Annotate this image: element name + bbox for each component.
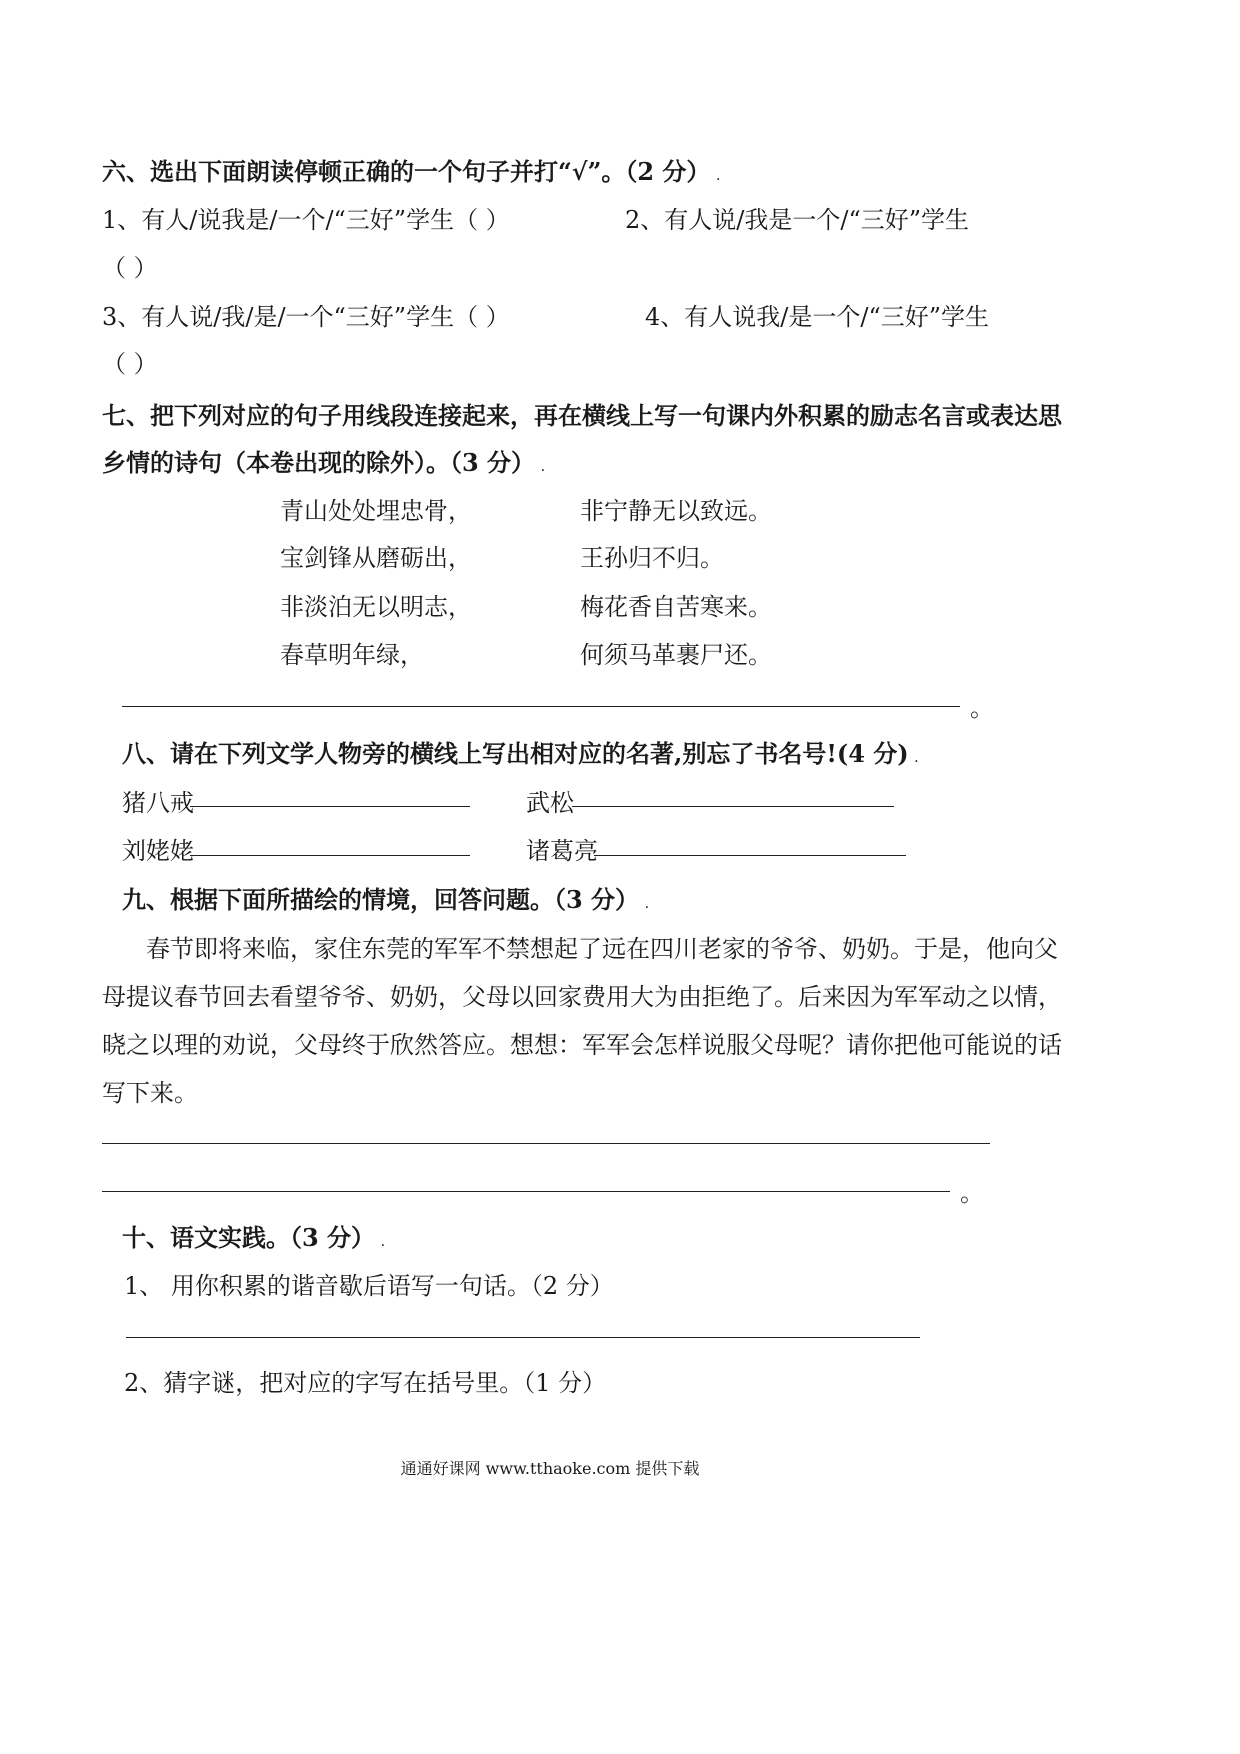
q9-answer-line-2[interactable]	[102, 1191, 950, 1192]
q9-answer-line-1[interactable]	[102, 1143, 990, 1144]
q10-item-2: 2、猜字谜，把对应的字写在括号里。（1 分）	[124, 1369, 607, 1397]
question-9-title: 九、根据下面所描绘的情境，回答问题。（3 分） .	[122, 885, 649, 914]
name-zhugeliang: 诸葛亮	[526, 837, 598, 865]
page-footer: 通通好课网 www.tthaoke.com 提供下载	[400, 1459, 700, 1478]
name-zhubajie: 猪八戒	[122, 789, 194, 817]
question-8-title: 八、请在下列文学人物旁的横线上写出相对应的名著,别忘了书名号!(4 分) .	[122, 739, 919, 768]
name-wusong: 武松	[526, 789, 574, 817]
book-answer-line-4[interactable]	[594, 855, 906, 856]
question-7-title-line1: 七、把下列对应的句子用线段连接起来，再在横线上写一句课内外积累的励志名言或表达思	[102, 401, 1062, 430]
poem-left-3: 非淡泊无以明志，	[280, 593, 472, 621]
question-7-title-line2: 乡情的诗句（本卷出现的除外）。（3 分） .	[102, 448, 545, 477]
poem-right-1: 非宁静无以致远。	[580, 497, 772, 525]
q9-paragraph-line4: 写下来。	[102, 1079, 198, 1107]
book-answer-line-1[interactable]	[190, 806, 470, 807]
q6-option-1: 1、有人/说我是/一个/“三好”学生（ ）	[102, 206, 510, 234]
name-liulaolao: 刘姥姥	[122, 837, 194, 865]
q9-paragraph-line1: 春节即将来临，家住东莞的军军不禁想起了远在四川老家的爷爷、奶奶。于是，他向父	[146, 935, 1058, 963]
question-6-title: 六、选出下面朗读停顿正确的一个句子并打“√”。（2 分） .	[102, 157, 720, 186]
q6-option-2-bracket: （ ）	[102, 254, 158, 282]
q9-paragraph-line2: 母提议春节回去看望爷爷、奶奶，父母以回家费用大为由拒绝了。后来因为军军动之以情，	[102, 983, 1062, 1011]
poem-left-2: 宝剑锋从磨砺出，	[280, 544, 472, 572]
poem-right-3: 梅花香自苦寒来。	[580, 593, 772, 621]
q6-option-2: 2、有人说/我是一个/“三好”学生	[625, 206, 969, 234]
q9-end-mark: 。	[960, 1179, 984, 1207]
poem-left-1: 青山处处埋忠骨，	[280, 497, 472, 525]
book-answer-line-2[interactable]	[572, 806, 894, 807]
q10-item-1: 1、 用你积累的谐音歇后语写一句话。（2 分）	[124, 1272, 614, 1300]
q10-answer-line[interactable]	[126, 1337, 920, 1338]
poem-right-2: 王孙归不归。	[580, 544, 724, 572]
q6-option-3: 3、有人说/我/是/一个“三好”学生（ ）	[102, 303, 510, 331]
q7-answer-line[interactable]	[122, 706, 960, 707]
q6-option-4-bracket: （ ）	[102, 350, 158, 378]
question-10-title: 十、语文实践。（3 分） .	[122, 1223, 385, 1252]
poem-right-4: 何须马革裹尸还。	[580, 641, 772, 669]
book-answer-line-3[interactable]	[190, 855, 470, 856]
poem-left-4: 春草明年绿，	[280, 641, 424, 669]
q9-paragraph-line3: 晓之以理的劝说，父母终于欣然答应。想想：军军会怎样说服父母呢？请你把他可能说的话	[102, 1031, 1062, 1059]
q7-end-mark: 。	[970, 694, 994, 722]
q6-option-4: 4、有人说我/是一个/“三好”学生	[645, 303, 989, 331]
